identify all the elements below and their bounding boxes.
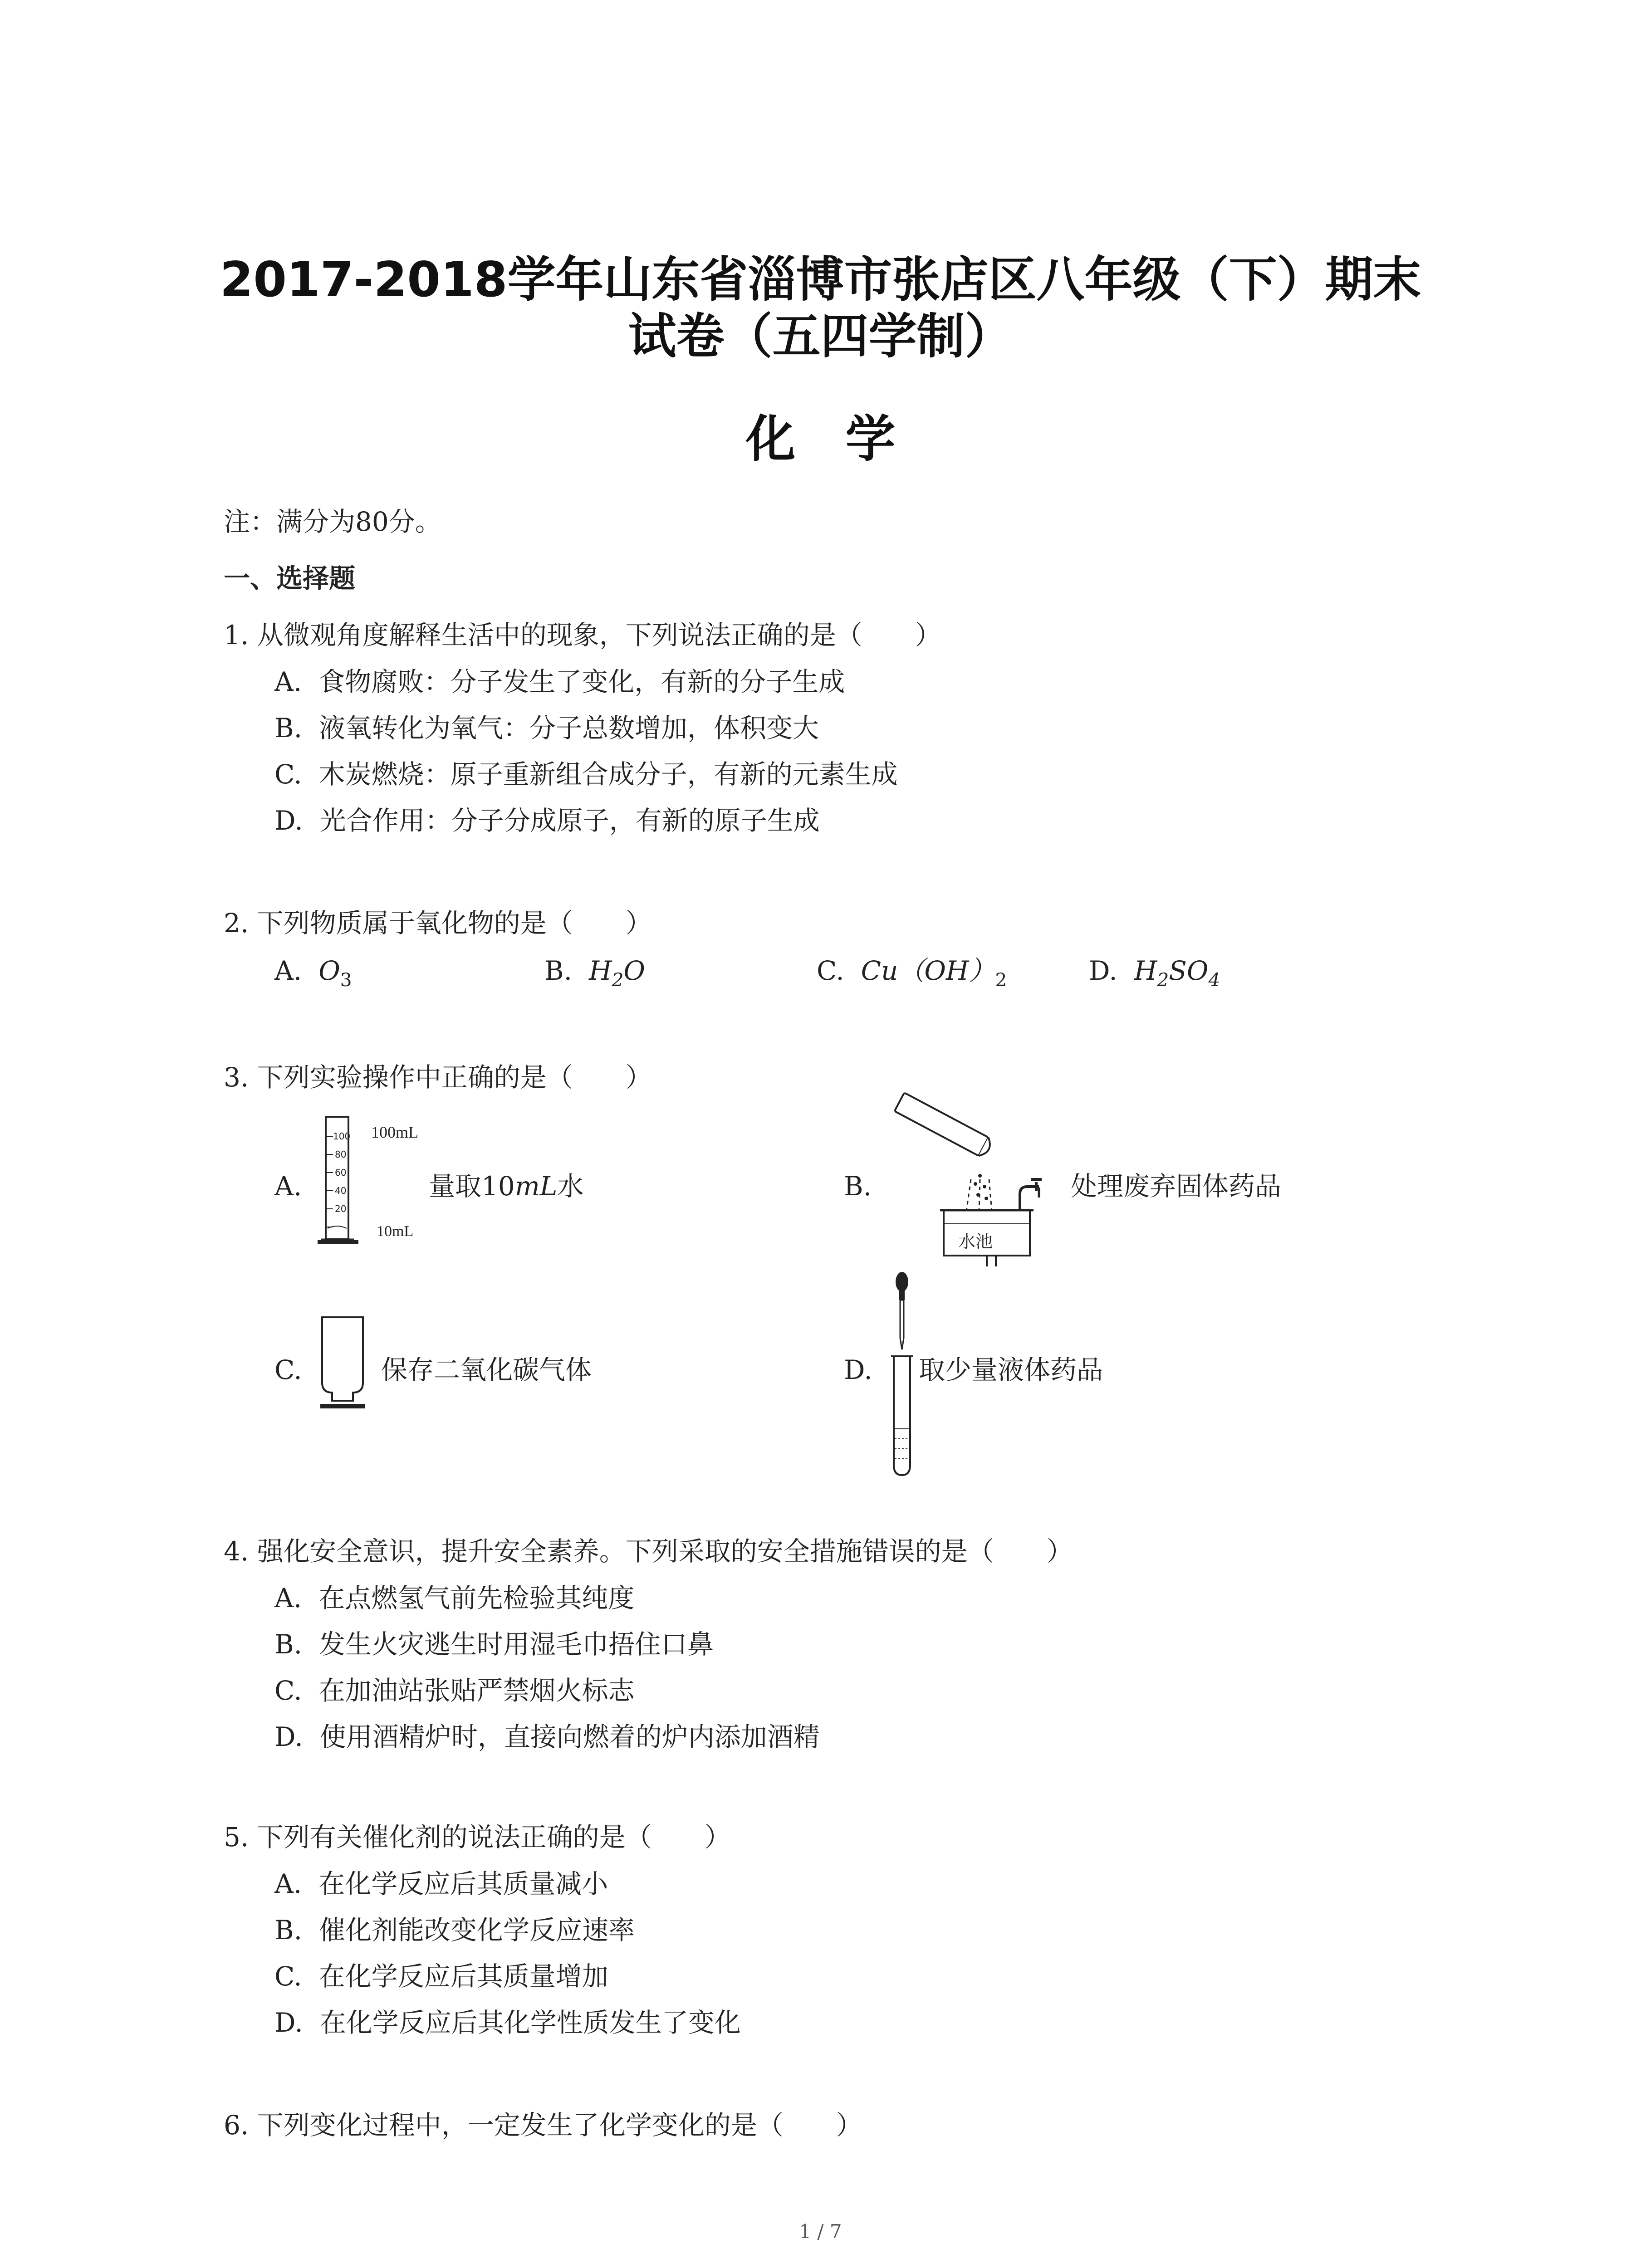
cylinder-tick-label: 60 — [335, 1167, 347, 1178]
q2-option-d: D. $H_2SO_4$ — [1089, 955, 1220, 991]
page-number: 1 / 7 — [799, 2220, 842, 2243]
section-heading: 一、选择题 — [224, 563, 356, 594]
q5-option-d: D. 在化学反应后其化学性质发生了变化 — [274, 2007, 741, 2038]
question-1-stem: 1. 从微观角度解释生活中的现象，下列说法正确的是（ ） — [224, 620, 941, 650]
q4-option-d: D. 使用酒精炉时，直接向燃着的炉内添加酒精 — [274, 1721, 820, 1752]
cylinder-tick-label: 20 — [335, 1203, 347, 1214]
q2-option-a: A. $O_3$ — [274, 955, 352, 991]
q3-option-a-label: A. — [274, 1171, 302, 1202]
cylinder-tick-label: 80 — [335, 1149, 347, 1160]
q4-option-c: C. 在加油站张贴严禁烟火标志 — [274, 1675, 635, 1706]
q2-option-b: B. $H_2O$ — [544, 955, 645, 991]
q3-option-c-text: 保存二氧化碳气体 — [381, 1354, 592, 1385]
graduated-cylinder-figure — [318, 1116, 422, 1252]
question-3-stem: 3. 下列实验操作中正确的是（ ） — [224, 1062, 652, 1093]
q4-option-a: A. 在点燃氢气前先检验其纯度 — [274, 1583, 635, 1613]
exam-title-line1: 2017-2018学年山东省淄博市张店区八年级（下）期末 — [220, 252, 1421, 308]
q1-option-d: D. 光合作用：分子分成原子，有新的原子生成 — [274, 805, 820, 836]
q2-option-c: C. $Cu(OH)_2$ — [817, 955, 1007, 991]
q3-option-b-label: B. — [844, 1171, 872, 1202]
q3-option-c-label: C. — [274, 1354, 302, 1385]
q5-option-a: A. 在化学反应后其质量减小 — [274, 1868, 608, 1899]
question-2-stem: 2. 下列物质属于氧化物的是（ ） — [224, 908, 652, 938]
dropper-test-tube-figure — [885, 1270, 921, 1483]
cylinder-tick-label: 40 — [335, 1185, 347, 1196]
q3-option-d-text: 取少量液体药品 — [919, 1354, 1103, 1385]
subject-heading: 化学 — [745, 410, 945, 468]
cylinder-tick-label: 100 — [333, 1131, 351, 1142]
question-5-stem: 5. 下列有关催化剂的说法正确的是（ ） — [224, 1822, 731, 1853]
q3-option-b-text: 处理废弃固体药品 — [1071, 1171, 1282, 1202]
q3-option-d-label: D. — [844, 1354, 872, 1385]
cylinder-volume-label: 10mL — [377, 1223, 414, 1240]
q4-option-b: B. 发生火灾逃生时用湿毛巾捂住口鼻 — [274, 1629, 714, 1660]
q1-option-a: A. 食物腐败：分子发生了变化，有新的分子生成 — [274, 666, 845, 697]
cylinder-capacity-label: 100mL — [371, 1123, 418, 1141]
question-6-stem: 6. 下列变化过程中，一定发生了化学变化的是（ ） — [224, 2110, 862, 2141]
sink-label: 水池 — [958, 1232, 993, 1251]
gas-bottle-figure — [318, 1315, 372, 1424]
q5-option-c: C. 在化学反应后其质量增加 — [274, 1961, 608, 1992]
exam-title-line2: 试卷（五四学制） — [628, 308, 1013, 364]
score-note: 注：满分为80分。 — [224, 506, 441, 537]
q3-option-a-text: 量取10mL水 — [429, 1171, 584, 1202]
q5-option-b: B. 催化剂能改变化学反应速率 — [274, 1915, 635, 1945]
question-4-stem: 4. 强化安全意识，提升安全素养。下列采取的安全措施错误的是（ ） — [224, 1536, 1073, 1567]
q1-option-c: C. 木炭燃烧：原子重新组合成分子，有新的元素生成 — [274, 759, 898, 790]
sink-disposal-figure — [889, 1098, 1071, 1279]
q1-option-b: B. 液氧转化为氧气：分子总数增加，体积变大 — [274, 713, 819, 743]
